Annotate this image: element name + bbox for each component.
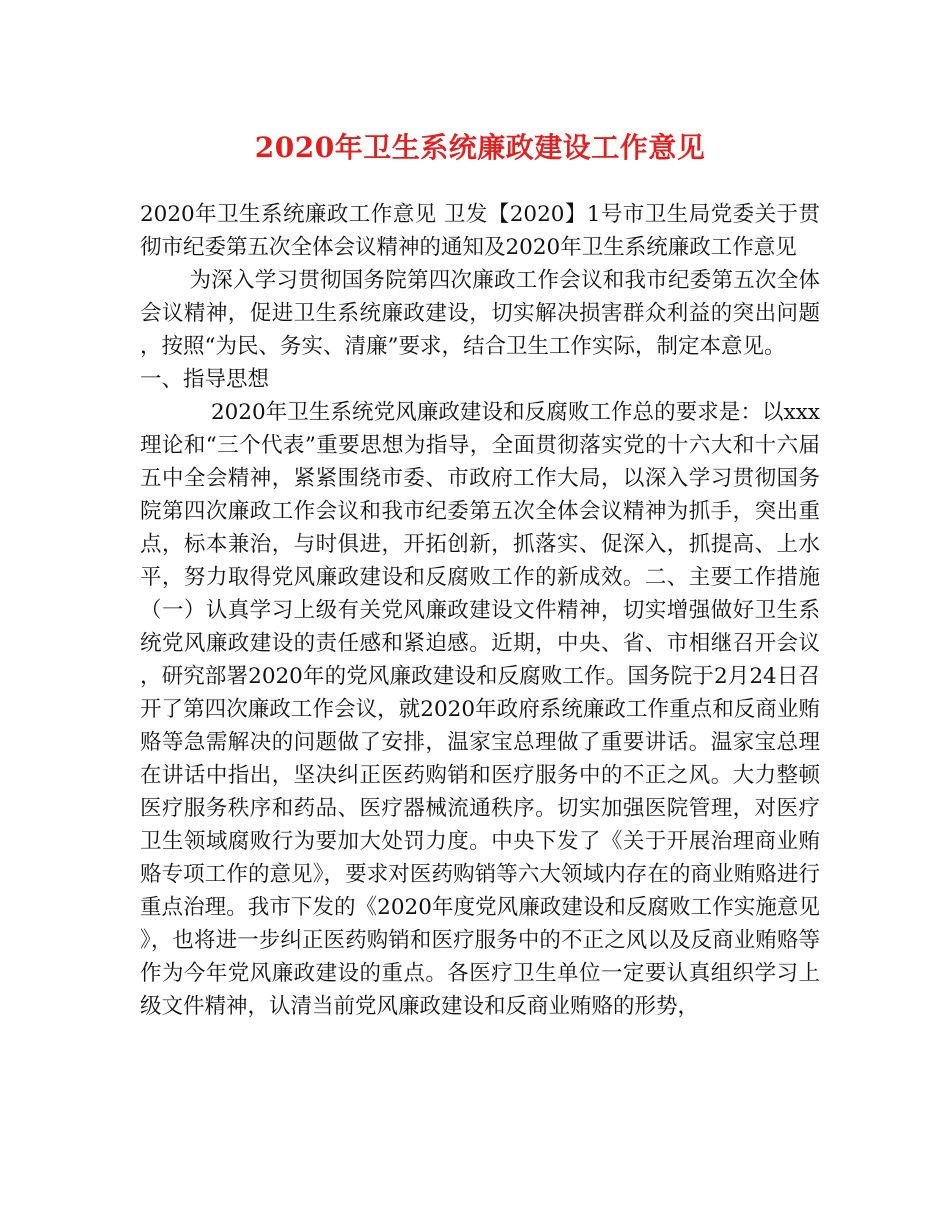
body-paragraph: 2020年卫生系统党风廉政建设和反腐败工作总的要求是：以xxx理论和“三个代表”重要思想为指导，全面贯彻落实党的十六大和十六届五中全会精神，紧紧围绕市委、市政府工作大局，以深入学习贯彻国务院第四次廉政工作会议和我市纪委第五次全体会议精神为抓手，突出重点，标本兼治，与时俱进，开拓创新，抓落实、促深入，抓提高、上水平，努力取得党风廉政建设和反腐败工作的新成效。二、主要工作措施（一）认真学习上级有关党风廉政建设文件精神，切实增强做好卫生系统党风廉政建设的责任感和紧迫感。近期，中央、省、市相继召开会议，研究部署2020年的党风廉政建设和反腐败工作。国务院于2月24日召开了第四次廉政工作会议，就2020年政府系统廉政工作重点和反商业贿赂等急需解决的问题做了安排，温家宝总理做了重要讲话。温家宝总理在讲话中指出，坚决纠正医药购销和医疗服务中的不正之风。大力整顿医疗服务秩序和药品、医疗器械流通秩序。切实加强医院管理，对医疗卫生领域腐败行为要加大处罚力度。中央下发了《关于开展治理商业贿赂专项工作的意见》，要求对医药购销等六大领域内存在的商业贿赂进行重点治理。我市下发的《2020年度党风廉政建设和反腐败工作实施意见》，也将进一步纠正医药购销和医疗服务中的不正之风以及反商业贿赂等作为今年党风廉政建设的重点。各医疗卫生单位一定要认真组织学习上级文件精神，认清当前党风廉政建设和反商业贿赂的形势， <box>140 400 820 1019</box>
section-heading-guiding-ideology: 一、指导思想 <box>140 367 270 392</box>
document-page <box>140 128 820 1023</box>
document-title: 2020年卫生系统廉政建设工作意见 <box>254 131 706 164</box>
intro-paragraph: 2020年卫生系统廉政工作意见 卫发【2020】1号市卫生局党委关于贯彻市纪委第五次全体会议精神的通知及2020年卫生系统廉政工作意见 <box>140 202 820 260</box>
purpose-paragraph: 为深入学习贯彻国务院第四次廉政工作会议和我市纪委第五次全体会议精神，促进卫生系统廉政建设，切实解决损害群众利益的突出问题，按照“为民、务实、清廉”要求，结合卫生工作实际，制定本意见。 <box>140 268 820 359</box>
